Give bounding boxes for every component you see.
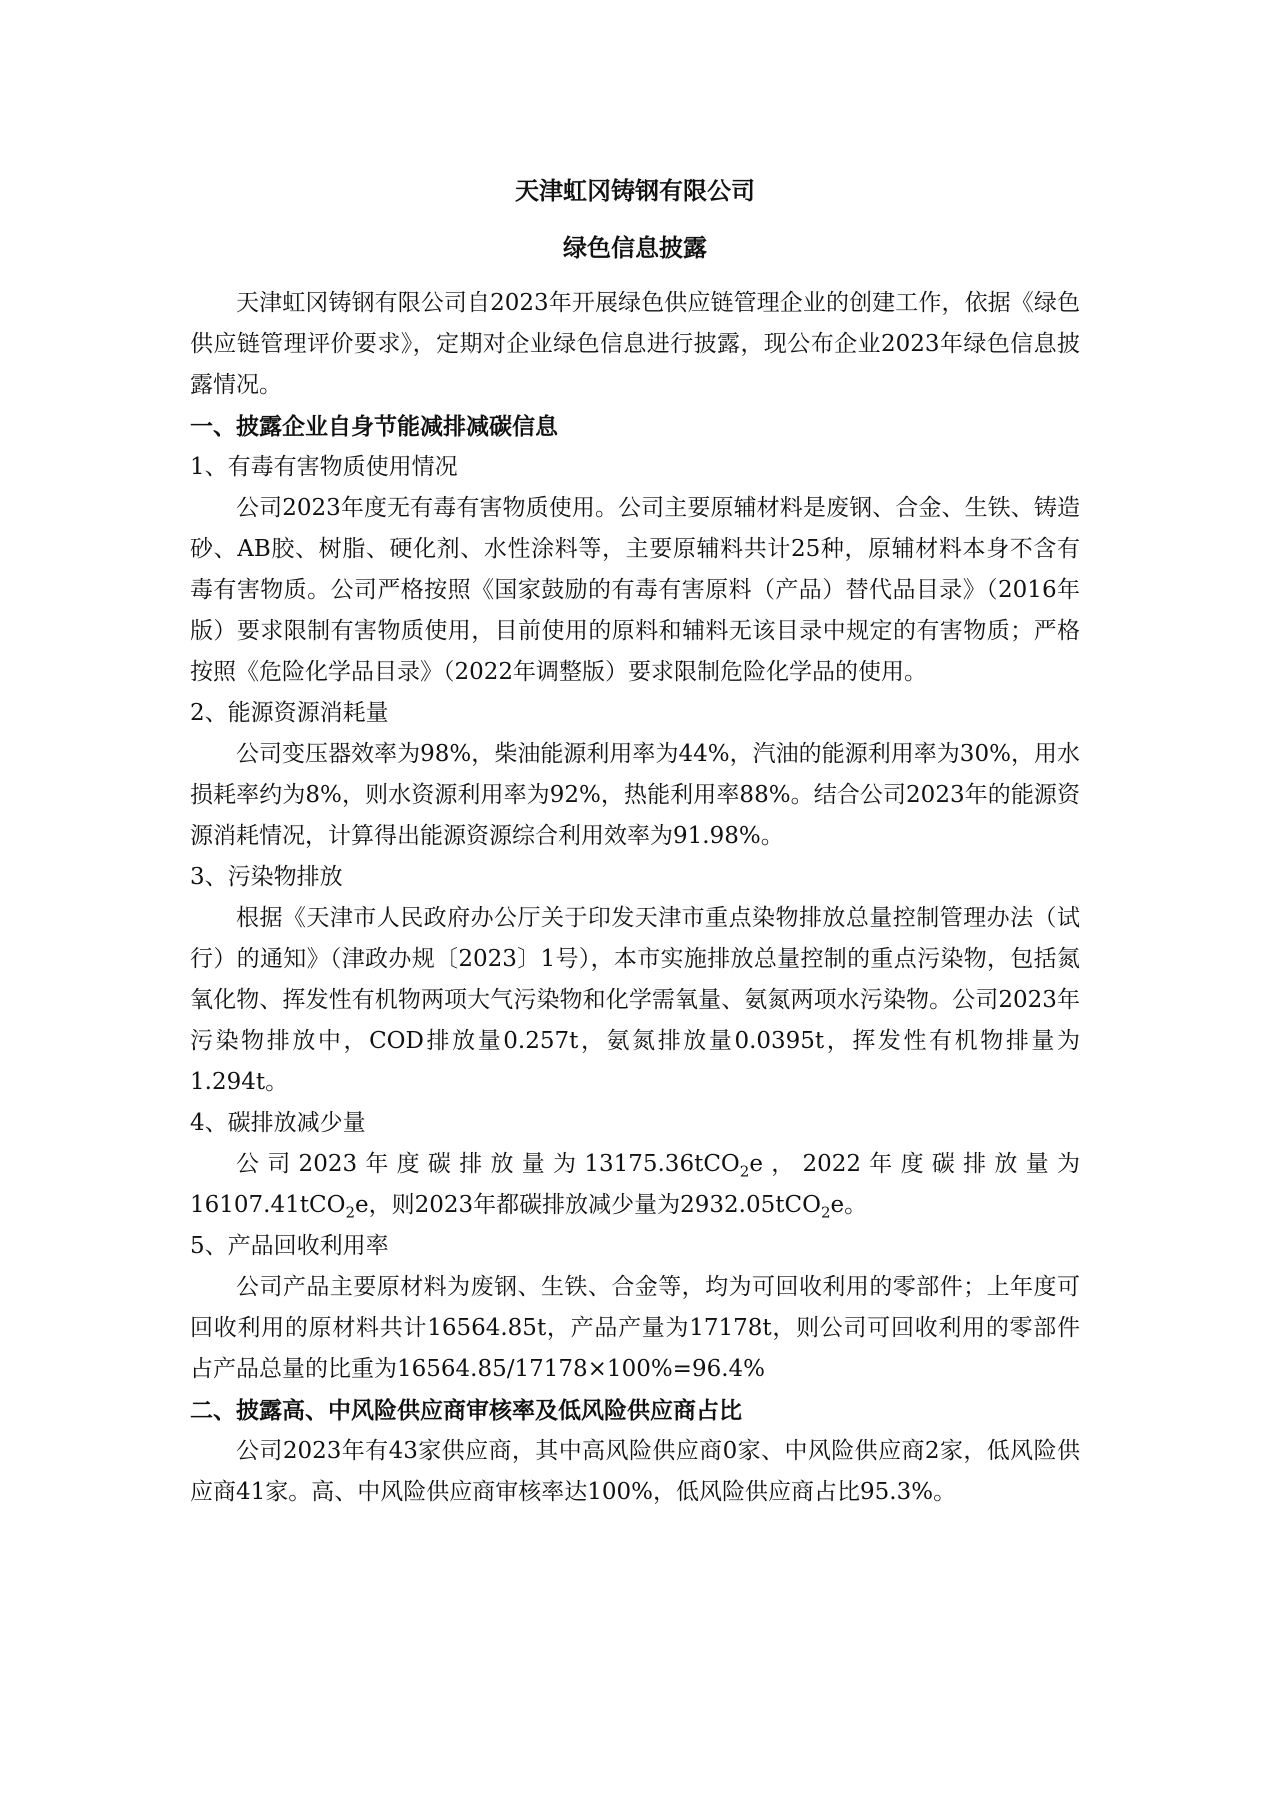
item-4-text-c: e，则2023年都碳排放减少量为2932.05tCO bbox=[355, 1192, 821, 1218]
item-4-text-a: 公司2023年度碳排放量为13175.36tCO bbox=[236, 1151, 740, 1177]
item-3-heading: 3、污染物排放 bbox=[190, 864, 343, 890]
item-2-text: 公司变压器效率为98%，柴油能源利用率为44%，汽油的能源利用率为30%，用水损耗率约为8%，则水资源利用率为92%，热能利用率88%。结合公司2023年的能源资源消耗情况，计算得出能源资源综合利用效率为91.98%。 bbox=[190, 741, 1080, 849]
item-1-heading: 1、有毒有害物质使用情况 bbox=[190, 454, 458, 480]
item-4-text-b: e，2022年度碳排放量为16107.41tCO bbox=[190, 1151, 1080, 1218]
item-5-heading: 5、产品回收利用率 bbox=[190, 1233, 389, 1259]
document-title: 绿色信息披露 bbox=[563, 233, 707, 262]
item-4-sub-a: 2 bbox=[739, 1162, 750, 1181]
item-5-text: 公司产品主要原材料为废钢、生铁、合金等，均为可回收利用的零部件；上年度可回收利用的原材料共计16564.85t，产品产量为17178t，则公司可回收利用的零部件占产品总量的比重为16564.85/17178×100%=96.4% bbox=[190, 1274, 1080, 1382]
item-2-heading: 2、能源资源消耗量 bbox=[190, 700, 389, 726]
intro-paragraph: 天津虹冈铸钢有限公司自2023年开展绿色供应链管理企业的创建工作，依据《绿色供应链管理评价要求》，定期对企业绿色信息进行披露，现公布企业2023年绿色信息披露情况。 bbox=[190, 290, 1080, 398]
company-title: 天津虹冈铸钢有限公司 bbox=[515, 176, 755, 205]
item-1-text: 公司2023年度无有毒有害物质使用。公司主要原辅材料是废钢、合金、生铁、铸造砂、AB胶、树脂、硬化剂、水性涂料等，主要原辅料共计25种，原辅材料本身不含有毒有害物质。公司严格按照《国家鼓励的有毒有害原料（产品）替代品目录》（2016年版）要求限制有害物质使用，目前使用的原料和辅料无该目录中规定的有害物质；严格按照《危险化学品目录》（2022年调整版）要求限制危险化学品的使用。 bbox=[190, 495, 1080, 685]
item-4-text-d: e。 bbox=[830, 1192, 868, 1218]
item-4-sub-c: 2 bbox=[820, 1203, 831, 1222]
item-4-sub-b: 2 bbox=[345, 1203, 355, 1222]
section-2-heading: 二、披露高、中风险供应商审核率及低风险供应商占比 bbox=[190, 1397, 742, 1424]
section-1-heading: 一、披露企业自身节能减排减碳信息 bbox=[190, 413, 558, 440]
item-4-heading: 4、碳排放减少量 bbox=[190, 1110, 366, 1136]
item-3-text: 根据《天津市人民政府办公厅关于印发天津市重点染物排放总量控制管理办法（试行）的通知》（津政办规〔2023〕1号），本市实施排放总量控制的重点污染物，包括氮氧化物、挥发性有机物两项大气污染物和化学需氧量、氨氮两项水污染物。公司2023年污染物排放中，COD排放量0.257t，氨氮排放量0.0395t，挥发性有机物排量为1.294t。 bbox=[190, 905, 1080, 1095]
item-4-text bbox=[190, 1144, 1080, 1226]
document-page bbox=[190, 172, 1080, 1513]
section-2-text: 公司2023年有43家供应商，其中高风险供应商0家、中风险供应商2家，低风险供应商41家。高、中风险供应商审核率达100%，低风险供应商占比95.3%。 bbox=[190, 1438, 1080, 1505]
